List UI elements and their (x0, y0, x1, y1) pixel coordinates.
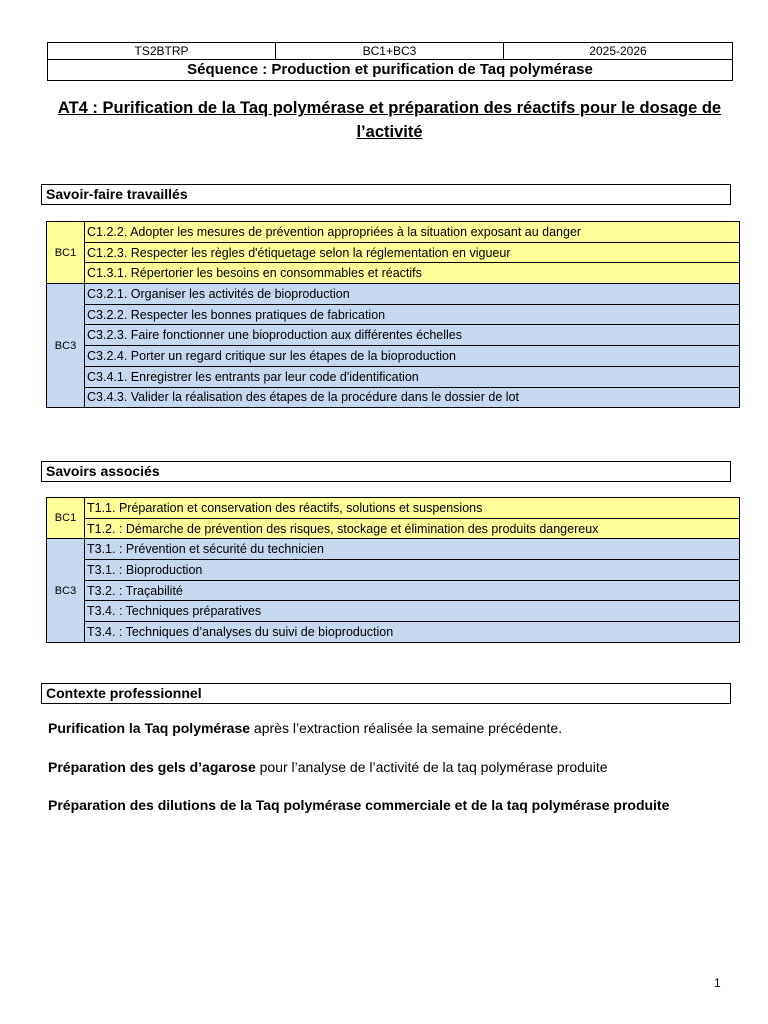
savoir-item: T1.2. : Démarche de prévention des risques, stockage et élimination des produits dangereux (85, 518, 740, 539)
table-row (47, 539, 740, 560)
context-item-purification (46, 719, 562, 739)
competence-item: C3.2.3. Faire fonctionner une bioproduction aux différentes échelles (85, 325, 740, 346)
savoir-item: T3.1. : Prévention et sécurité du technicien (85, 539, 740, 560)
table-row (47, 366, 740, 387)
header-table (47, 42, 733, 81)
group-label-bc1: BC1 (47, 222, 85, 284)
competence-item: C3.2.4. Porter un regard critique sur les étapes de la bioproduction (85, 346, 740, 367)
contexte-heading: Contexte professionnel (41, 683, 731, 704)
context-item-bold: Préparation des gels d’agarose (48, 759, 256, 775)
context-item-text: pour l’analyse de l’activité de la taq polymérase produite (255, 759, 608, 775)
savoir-faire-table (46, 221, 740, 408)
table-row (47, 518, 740, 539)
competence-item: C3.2.2. Respecter les bonnes pratiques de fabrication (85, 304, 740, 325)
savoir-item: T3.2. : Traçabilité (85, 580, 740, 601)
savoir-item: T3.4. : Techniques d’analyses du suivi de bioproduction (85, 622, 740, 643)
savoirs-associes-heading: Savoirs associés (41, 461, 731, 482)
savoirs-associes-table (46, 497, 740, 643)
table-row (47, 580, 740, 601)
group-label-bc3: BC3 (47, 284, 85, 408)
table-row (47, 622, 740, 643)
context-item-gels (46, 758, 608, 778)
group-label-bc1: BC1 (47, 498, 85, 539)
competence-item: C3.4.1. Enregistrer les entrants par leur code d'identification (85, 366, 740, 387)
table-row (47, 498, 740, 519)
header-bc-cell: BC1+BC3 (276, 43, 504, 60)
group-label-bc3: BC3 (47, 539, 85, 642)
competence-item: C3.2.1. Organiser les activités de bioproduction (85, 284, 740, 305)
savoir-item: T3.1. : Bioproduction (85, 560, 740, 581)
table-row (47, 560, 740, 581)
context-item-dilutions (46, 796, 669, 816)
table-row (47, 325, 740, 346)
competence-item: C1.3.1. Répertorier les besoins en consommables et réactifs (85, 263, 740, 284)
competence-item: C3.4.3. Valider la réalisation des étapes de la procédure dans le dossier de lot (85, 387, 740, 408)
table-row (47, 346, 740, 367)
table-row (47, 304, 740, 325)
document-title: AT4 : Purification de la Taq polymérase et préparation des réactifs pour le dosage de l’activité (57, 99, 722, 141)
header-class-cell: TS2BTRP (48, 43, 276, 60)
context-item-bold: Préparation des dilutions de la Taq polymérase commerciale et de la taq polymérase produite (48, 797, 670, 813)
competence-item: C1.2.2. Adopter les mesures de prévention appropriées à la situation exposant au danger (85, 222, 740, 243)
table-row (47, 387, 740, 408)
context-item-text: après l’extraction réalisée la semaine précédente. (250, 720, 563, 736)
sequence-title: Séquence : Production et purification de Taq polymérase (48, 60, 733, 81)
table-row (47, 242, 740, 263)
savoir-faire-heading: Savoir-faire travaillés (41, 184, 731, 205)
context-item-bold: Purification la Taq polymérase (48, 720, 251, 736)
table-row (47, 284, 740, 305)
table-row (47, 601, 740, 622)
table-row (47, 222, 740, 243)
savoir-item: T3.4. : Techniques préparatives (85, 601, 740, 622)
page-number: 1 (714, 976, 721, 990)
header-year-cell: 2025-2026 (504, 43, 733, 60)
table-row (47, 263, 740, 284)
competence-item: C1.2.3. Respecter les règles d'étiquetage selon la réglementation en vigueur (85, 242, 740, 263)
savoir-item: T1.1. Préparation et conservation des réactifs, solutions et suspensions (85, 498, 740, 519)
